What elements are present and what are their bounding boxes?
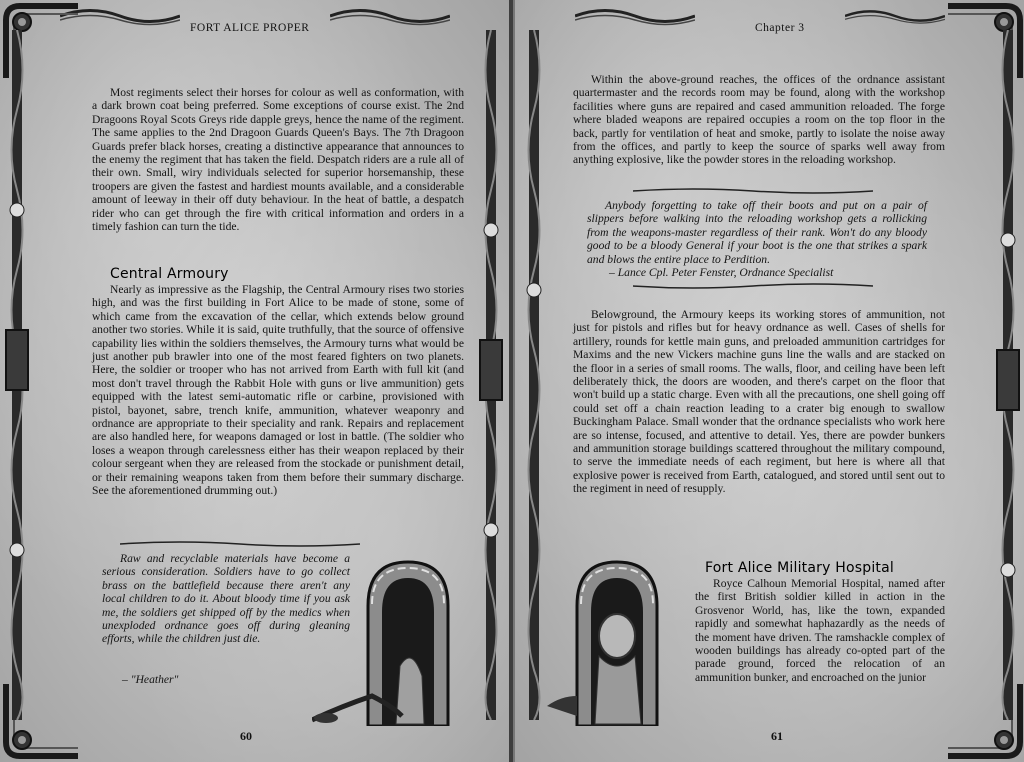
quote-divider: [120, 540, 360, 548]
section-heading: Central Armoury: [110, 266, 229, 282]
stone-arch-illustration: [537, 556, 687, 726]
right-border-ornament: [995, 30, 1021, 720]
top-border-ornament: [330, 5, 450, 27]
stone-arch-illustration: [312, 556, 472, 726]
quote-attribution: – "Heather": [122, 673, 179, 686]
top-border-ornament: [845, 5, 945, 27]
intro-paragraph: Within the above-ground reaches, the offices of the ordnance assistant quartermaster and the records room may be found, along with the workshop facilities where guns are repaired and cased ammunition reloaded. The forge where bladed weapons are repaired occupies a room on the top floor in the back, partly for ventilation of heat and smoke, partly to isolate the noise away from the offices, and partly to keep the source of sparks well away from anything explosive, like the powder stores in the reloading workshop.: [573, 73, 945, 167]
section-heading: Fort Alice Military Hospital: [705, 560, 894, 576]
belowground-paragraph: Belowground, the Armoury keeps its working stores of ammunition, not just for pistols and rifles but for heavy ordnance as well. Cases of shells for artillery, rounds for kettle main guns, and preloaded ammunition cartridges for Maxims and the new Vickers machine guns line the walls and are stacked on the floor in a series of small rooms. The walls, floor, and ceiling have been left deliberately thick, the doors are wooden, and there's carpet on the floor that won't build up a static charge. Even with all the precautions, one shell going off could set off a chain reaction leading to a crater big enough to swallow Buckingham Palace. Small wonder that the ordnance specialists who work here are so intense, focused, and attentive to detail. Yes, there are powder bunkers and ammunition storage buildings scattered throughout the military compound, to serve the immediate needs of each regiment, but here is where all that explosive power is received from Earth, catalogued, and stored until sent out to the regiment in need of resupply.: [573, 308, 945, 496]
left-page: [0, 0, 511, 762]
right-border-ornament: [478, 30, 504, 720]
page-number: 60: [240, 729, 252, 743]
sidebar-quote: Anybody forgetting to take off their boots and put on a pair of slippers before walking into the reloading workshop gets a rollicking from the weapons-master regardless of their rank. Won't do any bloody good to be a bloody General if your boot is the one that strikes a spark and blows the entire place to Perdition.: [587, 199, 927, 266]
quote-attribution: – Lance Cpl. Peter Fenster, Ordnance Specialist: [609, 266, 834, 279]
sidebar-quote: Raw and recyclable materials have become a serious consideration. Soldiers have to go collect brass on the battlefield because there aren't any local children to do it. About bloody time if you ask me, the soldiers get shipped off by the medics when unexploded ordnance goes off during gleaning efforts, while the children just die.: [102, 552, 350, 646]
left-border-ornament: [4, 30, 30, 720]
intro-paragraph: Most regiments select their horses for colour as well as conformation, with a dark brown coat being preferred. Some exceptions of course exist. The 2nd Dragoons Royal Scots Greys ride dapple greys, hence the name of the regiment. The same applies to the 2nd Dragoon Guards Queen's Bays. The 7th Dragoon Guards prefer black horses, creating a distinctive appearance that announces to the enemy the regiment that has taken the field. Despatch riders are a rule all of their own. Small, wiry individuals selected for superior horsemanship, these troopers are given the fastest and hardiest mounts available, and a considerable amount of leeway in their off duty behaviour. In the heat of battle, a despatch rider who can get through the fire with critical information and orders in a timely fashion can turn the tide.: [92, 86, 464, 234]
top-border-ornament: [575, 5, 695, 27]
running-header: FORT ALICE PROPER: [190, 22, 310, 34]
section-paragraph: Nearly as impressive as the Flagship, the Central Armoury rises two stories high, and was the first building in Fort Alice to be made of stone, some of which came from the excavation of the cellar, which extends below ground another two stories. While it is said, quite truthfully, that the source of offensive capability lies within the soldiers themselves, the Armoury turns what would be just another pub brawler into one of the most feared fighters on two planets. Here, the soldier or trooper who has not arrived from Earth with full kit (and most don't travel through the Rabbit Hole with guns or live ammunition) gets equipped with the latest semi-automatic rifle or carbine, provisioned with pistol, bayonet, sabre, trench knife, ammunition, whatever weaponry and ordnance are appropriate to their speciality and rank. Repairs and replacement are also handled here, for weapons damaged or lost in battle. (The soldier who loses a weapon through carelessness either has their weapon replaced by their colour sergeant when they are released from the stockade or punishment detail, or their remaining weapons taken from them before their summary discharge. See the aforementioned drumming out.): [92, 283, 464, 498]
section-paragraph: Royce Calhoun Memorial Hospital, named after the first British soldier killed in action in the Grosvenor World, has, like the town, expanded rapidly and somewhat haphazardly as the needs of the moment have driven. The ramshackle complex of wooden buildings has already co-opted part of the parade ground, forced the relocation of an ammunition bunker, and encroached on the junior: [695, 577, 945, 684]
running-header: Chapter 3: [755, 22, 805, 34]
right-page: [513, 0, 1024, 762]
quote-divider: [633, 282, 873, 290]
quote-divider: [633, 187, 873, 195]
page-number: 61: [771, 729, 783, 743]
